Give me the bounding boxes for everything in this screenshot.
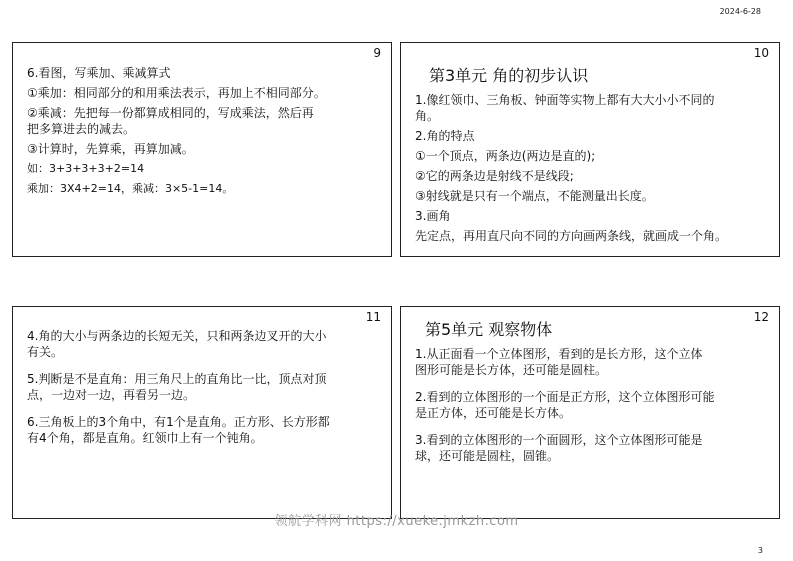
slide-line: 2.看到的立体图形的一个面是正方形，这个立体图形可能	[415, 390, 715, 404]
slide-line: 2.角的特点	[415, 129, 475, 143]
slide-10	[400, 42, 780, 257]
slide-number: 12	[753, 310, 769, 324]
slide-line: ③计算时，先算乘，再算加减。	[27, 142, 194, 156]
print-date: 2024-6-28	[719, 7, 761, 16]
slide-line: 把多算进去的减去。	[27, 122, 136, 136]
slide-number: 9	[373, 46, 381, 60]
slide-line: 3.画角	[415, 209, 451, 223]
slide-line: 1.像红领巾、三角板、钟面等实物上都有大大小小不同的	[415, 93, 715, 107]
slide-line: ②乘减：先把每一份都算成相同的，写成乘法，然后再	[27, 106, 314, 120]
slide-line: 3.看到的立体图形的一个面圆形，这个立体图形可能是	[415, 433, 703, 447]
slide-line: 先定点，再用直尺向不同的方向画两条线，就画成一个角。	[415, 229, 728, 243]
slide-line: ①乘加：相同部分的和用乘法表示，再加上不相同部分。	[27, 86, 326, 100]
slide-line: 有4个角，都是直角。红领巾上有一个钝角。	[27, 431, 263, 445]
slide-line: 点，一边对一边，再看另一边。	[27, 388, 196, 402]
slide-12	[400, 306, 780, 519]
slide-title: 第3单元 角的初步认识	[429, 66, 589, 85]
slide-line: ②它的两条边是射线不是线段;	[415, 169, 574, 183]
slide-line: 角。	[415, 109, 440, 123]
slide-line: 是正方体，还可能是长方体。	[415, 406, 572, 420]
slide-line: 6.看图，写乘加、乘减算式	[27, 66, 171, 80]
slide-line: 1.从正面看一个立体图形，看到的是长方形，这个立体	[415, 347, 703, 361]
slide-9	[12, 42, 392, 257]
page-number: 3	[757, 546, 763, 555]
slide-line: ①一个顶点，两条边(两边是直的);	[415, 149, 596, 163]
watermark: 领航学科网 https://xueke.jmkzh.com	[274, 514, 519, 529]
slide-line: 6.三角板上的3个角中，有1个是直角。正方形、长方形都	[27, 415, 330, 429]
slide-number: 10	[753, 46, 769, 60]
slide-line: 5.判断是不是直角：用三角尺上的直角比一比，顶点对顶	[27, 372, 327, 386]
slide-number: 11	[365, 310, 381, 324]
slide-line: 如：3+3+3+3+2=14	[27, 162, 145, 175]
slide-body	[27, 65, 381, 197]
slide-line: 4.角的大小与两条边的长短无关，只和两条边叉开的大小	[27, 329, 327, 343]
slide-body	[415, 317, 769, 464]
slide-line: 乘加：3X4+2=14，乘减：3×5-1=14。	[27, 182, 234, 195]
slide-line: 图形可能是长方体，还可能是圆柱。	[415, 363, 608, 377]
slide-body	[27, 328, 381, 446]
slide-line: ③射线就是只有一个端点，不能测量出长度。	[415, 189, 654, 203]
slide-11	[12, 306, 392, 519]
slide-title: 第5单元 观察物体	[425, 320, 553, 339]
slide-body	[415, 63, 769, 244]
slide-line: 球，还可能是圆柱，圆锥。	[415, 449, 560, 463]
slide-line: 有关。	[27, 345, 64, 359]
